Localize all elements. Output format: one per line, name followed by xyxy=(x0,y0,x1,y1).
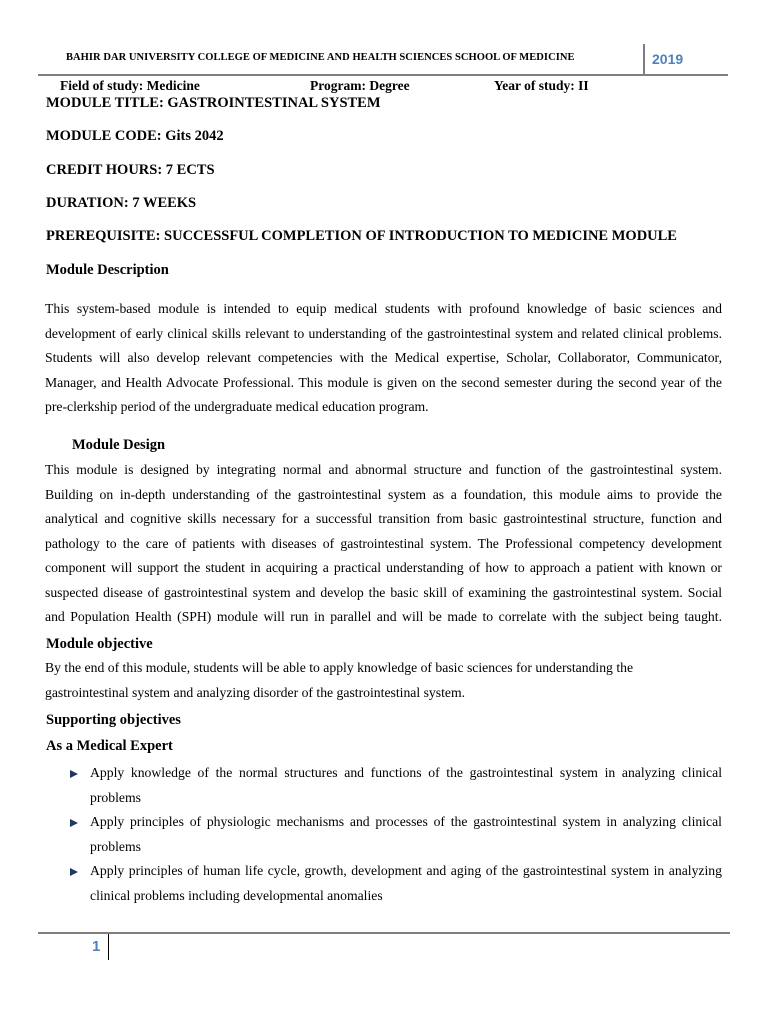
module-code: MODULE CODE: Gits 2042 xyxy=(46,128,224,144)
year-of-study: Year of study: II xyxy=(494,78,589,93)
list-item-text: clinical problems including developmental anomalies xyxy=(90,887,383,903)
supporting-heading: Supporting objectives xyxy=(46,712,181,728)
header-institution: BAHIR DAR UNIVERSITY COLLEGE OF MEDICINE AND HEALTH SCIENCES SCHOOL OF MEDICINE xyxy=(66,52,575,63)
page-number: 1 xyxy=(92,938,101,955)
design-line: analytical and cognitive skills necessary for a successful transition from basic gastrointestinal structure, function and xyxy=(45,511,722,526)
prerequisite: PREREQUISITE: SUCCESSFUL COMPLETION OF INTRODUCTION TO MEDICINE MODULE xyxy=(46,228,677,244)
list-item xyxy=(70,761,722,810)
triangle-bullet-icon xyxy=(70,868,78,876)
duration: DURATION: 7 WEEKS xyxy=(46,195,197,211)
list-item-text: problems xyxy=(90,838,141,854)
footer-rule xyxy=(38,932,730,934)
field-of-study: Field of study: Medicine xyxy=(60,78,200,93)
design-paragraph xyxy=(45,458,722,630)
list-item xyxy=(70,859,722,908)
description-line: This system-based module is intended to equip medical students with profound knowledge of basic sciences and xyxy=(45,301,722,316)
design-line: pathology to the care of patients with diseases of gastrointestinal system. The Professional competency development xyxy=(45,535,722,551)
design-line: Building on in-depth understanding of the gastrointestinal system as a foundation, this module aims to provide the xyxy=(45,486,722,502)
objectives-list xyxy=(70,761,722,908)
list-item-text: Apply principles of human life cycle, growth, development and aging of the gastrointestinal system in analyzing xyxy=(90,863,722,878)
list-item-text: problems xyxy=(90,789,141,805)
triangle-bullet-icon xyxy=(70,770,78,778)
list-item-text: Apply knowledge of the normal structures and functions of the gastrointestinal system in analyzing clinical xyxy=(90,765,722,780)
description-line: development of early clinical skills relevant to understanding of the gastrointestinal system and related clinical problems. xyxy=(45,325,722,341)
header-divider xyxy=(643,44,645,74)
design-heading: Module Design xyxy=(72,437,166,453)
triangle-bullet-icon xyxy=(70,819,78,827)
description-line: pre-clerkship period of the undergraduate medical education program. xyxy=(45,399,429,414)
description-line: Manager, and Health Advocate Professional. This module is given on the second semester during the second year of the xyxy=(45,374,722,390)
header-rule xyxy=(38,74,728,76)
header-year: 2019 xyxy=(652,51,684,67)
objective-paragraph xyxy=(45,656,722,705)
footer-divider xyxy=(108,934,109,960)
description-line: Students will also develop relevant competencies with the Medical expertise, Scholar, Collaborator, Communicator, xyxy=(45,350,722,365)
module-title: MODULE TITLE: GASTROINTESTINAL SYSTEM xyxy=(46,95,381,111)
design-line: component will support the student in acquiring a practical understanding of how to approach a patient with known or xyxy=(45,560,722,575)
credit-hours: CREDIT HOURS: 7 ECTS xyxy=(46,162,215,178)
design-line: This module is designed by integrating normal and abnormal structure and function of the gastrointestinal system. xyxy=(45,462,722,477)
objective-line: By the end of this module, students will be able to apply knowledge of basic sciences for understanding the xyxy=(45,660,634,675)
description-paragraph xyxy=(45,297,722,420)
design-line: suspected disease of gastrointestinal system and develop the basic skill of examining the gastrointestinal system. Social xyxy=(45,584,722,600)
description-heading: Module Description xyxy=(46,262,169,278)
objective-heading: Module objective xyxy=(46,636,153,652)
list-item-text: Apply principles of physiologic mechanisms and processes of the gastrointestinal system in analyzing clinical xyxy=(90,814,722,829)
program: Program: Degree xyxy=(310,78,410,93)
list-item xyxy=(70,810,722,859)
design-line: and Population Health (SPH) module will run in parallel and will be made to correlate with the subject being taught. xyxy=(45,609,722,624)
objective-line: gastrointestinal system and analyzing disorder of the gastrointestinal system. xyxy=(45,684,466,700)
medical-expert-heading: As a Medical Expert xyxy=(46,738,173,754)
